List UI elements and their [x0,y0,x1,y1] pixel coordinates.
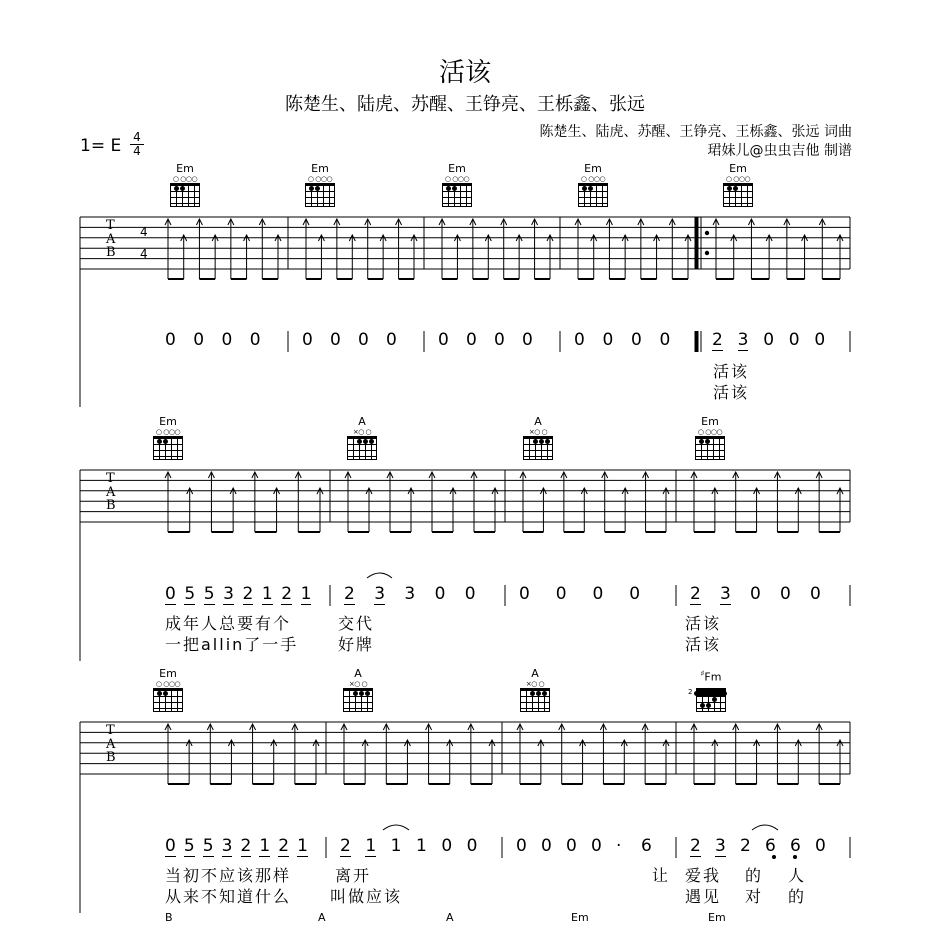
next-chord-name: Em [708,911,726,924]
chord-name: A [354,667,362,680]
note: 0 [810,584,821,604]
lyric-line-2: 从来不知道什么 [165,887,292,906]
note: 1 [259,836,271,856]
chord-name: Em [448,162,466,175]
note: 6 [765,836,776,856]
chord-open-strings: ○ ○○○ [697,428,723,436]
chord-open-strings: ×○ ○ [528,428,548,436]
note: 0 [386,330,397,350]
tie [367,573,392,578]
chord-grid [153,688,183,712]
note: 0 [592,584,604,604]
note: 0 [441,836,453,856]
chord-Em [300,163,340,207]
note: 0 [566,836,577,856]
note: 0 [574,330,585,350]
note: 3 [374,584,386,604]
next-chord-name: B [165,911,173,924]
note: · [616,836,622,856]
chord-grid [695,436,725,460]
note: 0 [516,836,527,856]
note: 2 [712,330,723,350]
lyric-line-2: 活该 [713,383,750,402]
note: 0 [629,584,641,604]
chord-name: A [358,415,366,428]
arranger-credit: 珺妹儿@虫虫吉他 制谱 [707,143,852,159]
chord-open-strings: ×○ ○ [348,680,368,688]
note: 1 [416,836,427,856]
chord-Em [148,668,188,712]
chord-dot [733,186,738,191]
note: 1 [297,836,308,856]
lyric-line-2: 好牌 [338,635,375,654]
note: 2 [240,836,252,856]
tie [752,825,778,830]
chord-fret-number: 2 [688,688,693,696]
chord-dot [180,186,185,191]
note: 1 [390,836,402,856]
chord-dot [157,439,162,444]
chord-dot [363,439,368,444]
chord-open-strings: ○ ○○○ [155,428,181,436]
chord-dot [545,439,550,444]
chord-name: Em [584,162,602,175]
note: 5 [184,584,196,604]
chord-name: Em [159,415,177,428]
note: 3 [223,584,234,604]
note: 0 [815,836,826,856]
chord-grid [442,183,472,207]
note: 0 [814,330,826,350]
chord-dot [530,691,535,696]
chord-dot [452,186,457,191]
chord-open-strings: ×○ ○ [525,680,545,688]
note: 0 [466,330,477,350]
chord-Em [148,416,188,460]
chord-dot [163,439,168,444]
lyric-line-2: 的 [788,887,807,906]
lyric-line-1: 当初不应该那样 [165,866,292,885]
note: 5 [202,836,214,856]
song-title: 活该 [438,58,491,88]
lyric-line-1: 离开 [335,866,372,885]
chord-dot [536,691,541,696]
chord-open-strings: ○ ○○○ [444,175,470,183]
note: 0 [438,330,449,350]
chord-name: Em [311,162,329,175]
tab-time-bottom: 4 [140,247,148,261]
lyric-line-1: 爱我 [685,866,722,885]
chord-sharp-Fm [688,668,731,712]
lyric-line-2: 活该 [685,635,722,654]
singers: 陈楚生、陆虎、苏醒、王铮亮、王栎鑫、张远 [285,94,645,115]
chord-name: ♯Fm [700,669,722,684]
note: 0 [522,330,533,350]
note: 0 [330,330,341,350]
composer-credit: 陈楚生、陆虎、苏醒、王铮亮、王栎鑫、张远 词曲 [539,124,852,140]
chord-dot [365,691,370,696]
note: 3 [720,584,731,604]
note: 2 [690,584,701,604]
chord-dot [309,186,314,191]
note: 2 [281,584,293,604]
lyric-line-1: 活该 [685,614,722,633]
chord-A [342,416,382,460]
note: 0 [541,836,552,856]
chord-dot [357,439,362,444]
lyric-line-2: 叫做应该 [330,887,403,906]
note: 0 [763,330,775,350]
tab-letter-B: B [106,750,116,765]
note: 0 [193,330,205,350]
note: 2 [278,836,290,856]
tab-letter-T: T [106,723,115,738]
chord-dot [727,186,732,191]
chord-open-strings: ○ ○○○ [307,175,333,183]
chord-Em [573,163,613,207]
tab-letter-A: A [106,736,116,752]
note: 5 [183,836,195,856]
note: 0 [519,584,530,604]
chord-dot [446,186,451,191]
note: 0 [750,584,761,604]
tab-letter-T: T [106,471,115,486]
chord-grid [578,183,608,207]
note: 0 [466,836,478,856]
chord-grid [523,436,553,460]
chord-barre [694,691,727,696]
note: 0 [494,330,505,350]
note: 0 [434,584,446,604]
chord-A [515,668,555,712]
chord-dot [542,691,547,696]
chord-dot [582,186,587,191]
note: 3 [221,836,233,856]
note: 3 [715,836,726,856]
note: 0 [464,584,476,604]
note: 0 [221,330,233,350]
chord-name: A [531,667,539,680]
chord-dot [353,691,358,696]
chord-dot [533,439,538,444]
lyric-line-2: 对 [745,887,764,906]
chord-name: Em [176,162,194,175]
note: 1 [365,836,377,856]
lyric-line-1: 成年人总要有个 [165,614,292,633]
tab-letter-A: A [106,484,116,500]
tab-letter-T: T [106,218,115,233]
chord-Em [718,163,758,207]
note: 0 [788,330,800,350]
chord-A [338,668,378,712]
chord-dot [359,691,364,696]
lyric-line-2: 遇见 [685,887,722,906]
note: 0 [302,330,313,350]
note: 0 [165,330,176,350]
tab-letter-B: B [106,498,116,513]
note: 0 [249,330,261,350]
next-chord-name: Em [571,911,589,924]
chord-Em [165,163,205,207]
chord-dot [712,697,717,702]
lyric-line-1: 交代 [338,614,375,633]
chord-open-strings: ○ ○○○ [155,680,181,688]
note: 6 [790,836,801,856]
chord-dot [699,439,704,444]
chord-Em [690,416,730,460]
tab-letter-B: B [106,245,116,260]
note: 2 [340,836,351,856]
note: 1 [261,584,273,604]
chord-open-strings: ○ ○○○ [172,175,198,183]
note: 0 [780,584,791,604]
chord-grid [688,688,726,712]
chord-dot [315,186,320,191]
chord-dot [369,439,374,444]
note: 0 [555,584,567,604]
chord-open-strings: ○ ○○○ [580,175,606,183]
note: 0 [659,330,671,350]
tab-letter-A: A [106,231,116,247]
next-chord-name: A [318,911,326,924]
next-chord-name: A [446,911,454,924]
chord-grid [343,688,373,712]
chord-grid [723,183,753,207]
lyric-line-1: 人 [788,866,807,885]
chord-name: Em [701,415,719,428]
chord-grid [347,436,377,460]
chord-dot [157,691,162,696]
lyric-line-1: 让 [652,866,671,885]
note: 5 [203,584,215,604]
chord-name: A [534,415,542,428]
note: 3 [737,330,749,350]
chord-dot [706,703,711,708]
chord-grid [170,183,200,207]
repeat-dot [705,231,709,235]
lyric-line-1: 的 [745,866,764,885]
time-signature: 4 4 [130,131,144,158]
tie [383,825,409,830]
chord-A [518,416,558,460]
note: 2 [344,584,355,604]
chord-grid [153,436,183,460]
note: 0 [358,330,369,350]
lyric-line-1: 活该 [713,362,750,381]
note: 3 [404,584,416,604]
chord-dot [174,186,179,191]
note: 2 [690,836,701,856]
note: 6 [641,836,652,856]
chord-dot [700,703,705,708]
chord-dot [705,439,710,444]
chord-Em [437,163,477,207]
repeat-dot [705,251,709,255]
note: 1 [300,584,312,604]
chord-name: Em [729,162,747,175]
chord-grid [305,183,335,207]
chord-open-strings: ○ ○○○ [725,175,751,183]
note: 0 [602,330,614,350]
tab-time-top: 4 [140,225,148,239]
chord-dot [588,186,593,191]
chord-open-strings: ×○ ○ [352,428,372,436]
chord-grid [520,688,550,712]
chord-dot [539,439,544,444]
note: 2 [740,836,751,856]
note: 0 [165,836,176,856]
key-signature: 1= E [80,136,122,156]
chord-dot [163,691,168,696]
note: 0 [165,584,176,604]
note: 2 [242,584,254,604]
chord-name: Em [159,667,177,680]
lyric-line-2: 一把allin了一手 [165,635,299,654]
note: 0 [591,836,602,856]
note: 0 [631,330,642,350]
